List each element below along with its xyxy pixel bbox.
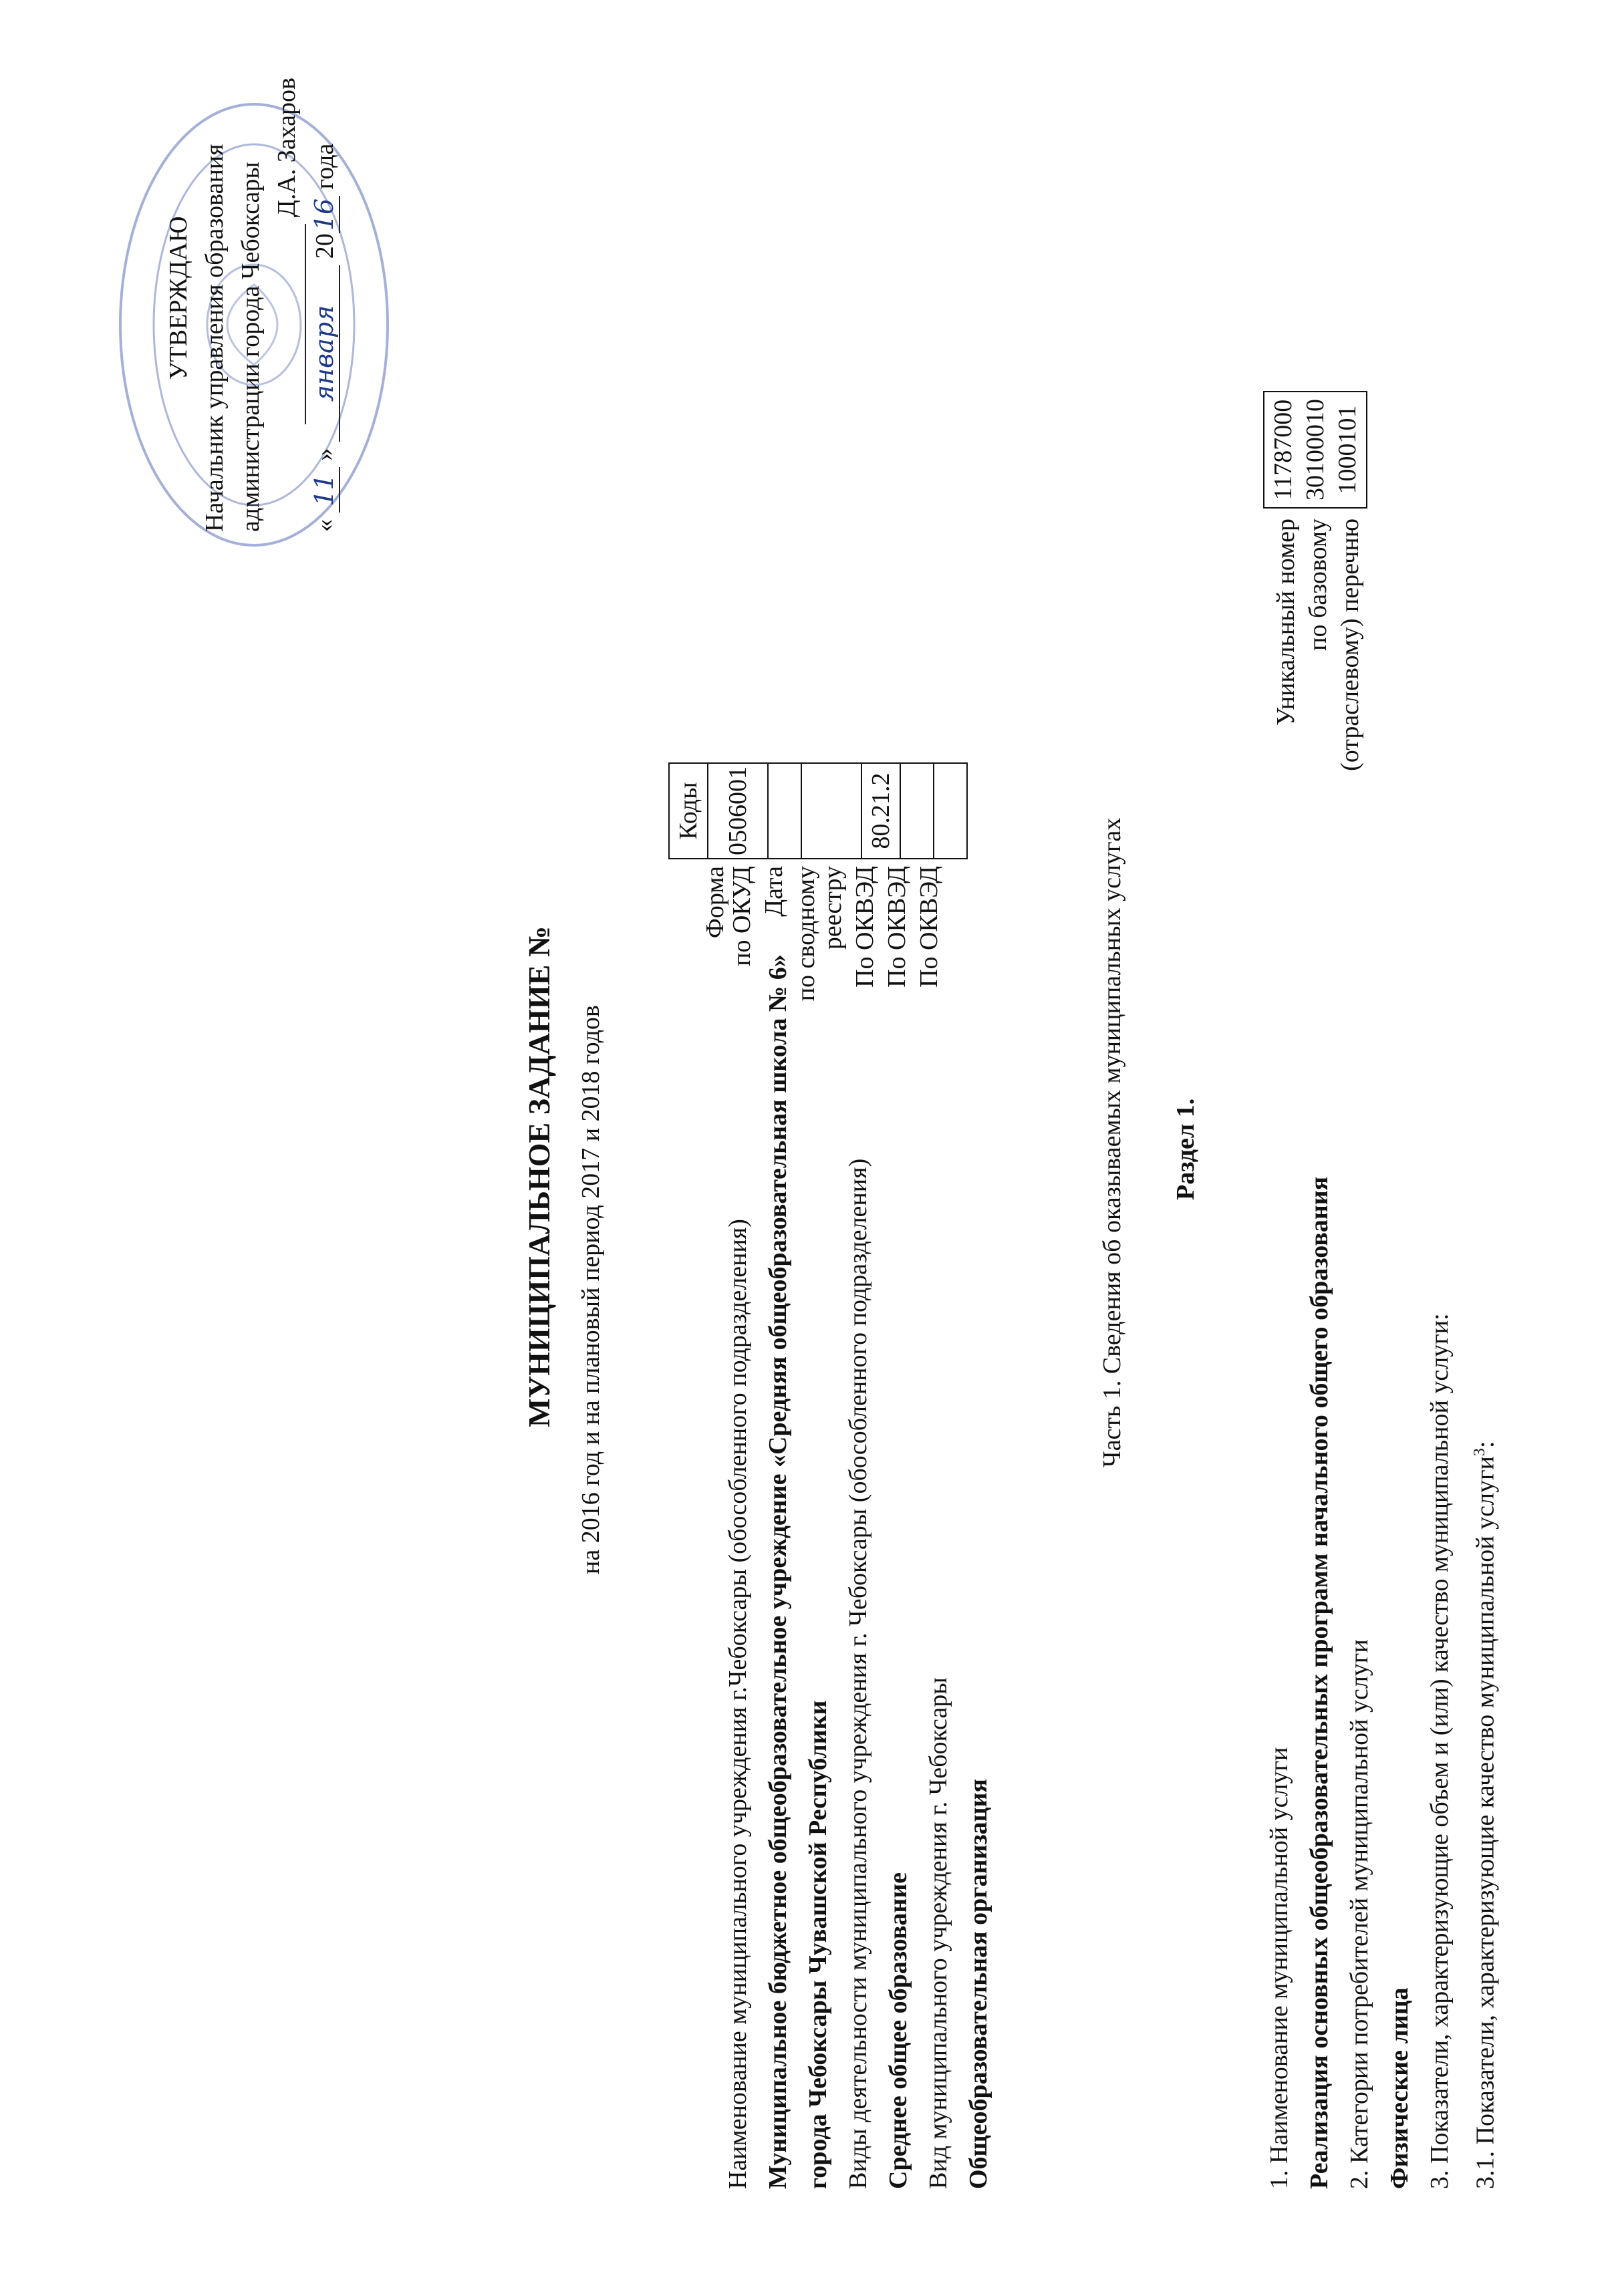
activity-value: Среднее общее образование <box>884 1872 912 2189</box>
table-row <box>900 763 934 859</box>
codes-cell-okved-2 <box>900 763 934 859</box>
unique-number-value-2: 30100010 <box>1301 399 1329 500</box>
codes-header-cell: Коды <box>669 763 708 859</box>
approval-signature-name: Д.А. Захаров <box>273 78 301 218</box>
approval-date-line <box>306 64 343 532</box>
unique-number-label-1: Уникальный номер <box>1272 519 1300 726</box>
unique-number-box <box>1263 391 1367 509</box>
codes-cell-okved-3 <box>934 763 967 859</box>
date-month: января <box>309 265 340 442</box>
date-century: 20 <box>311 233 339 259</box>
codes-label-okved-2: По ОКВЭД <box>883 866 911 988</box>
table-row <box>801 763 861 859</box>
approval-position-line-2-text: администрации города Чебоксары <box>237 162 265 532</box>
codes-table <box>668 762 968 859</box>
activity-label: Виды деятельности муниципального учреждения г. Чебоксары (обособленного подразделения) <box>844 1158 872 2189</box>
approval-signature-line <box>269 64 306 532</box>
date-close-quote: » <box>311 448 339 461</box>
codes-label-okud <box>702 866 761 1026</box>
codes-cell-okud: 0506001 <box>708 763 768 859</box>
unique-number-value-1: 11787000 <box>1269 399 1297 500</box>
codes-label-okud-2: по ОКУД <box>728 866 756 966</box>
table-row <box>934 763 967 859</box>
codes-label-date: Дата <box>760 866 788 917</box>
approval-heading: УТВЕРЖДАЮ <box>164 216 192 380</box>
quality-indicators-label <box>1464 1441 1502 2189</box>
codes-labels <box>668 866 948 1026</box>
table-row <box>708 763 768 859</box>
consumer-category-label: 2. Категории потребителей муниципальной услуги <box>1345 1639 1373 2189</box>
institution-name-label: Наименование муниципального учреждения г.Чебоксары (обособленного подразделения) <box>724 1219 752 2189</box>
codes-cell-date <box>768 763 801 859</box>
unique-number-label-2: по базовому <box>1304 519 1332 651</box>
codes-table-header-row <box>669 763 708 859</box>
quality-indicators-text: 3.1. Показатели, характеризующие качество муниципальной услуги <box>1471 1456 1500 2189</box>
approval-position-line-2 <box>233 64 269 532</box>
date-open-quote: « <box>311 519 339 532</box>
codes-label-registry-2: реестру <box>819 866 847 950</box>
document-subtitle: на 2016 год и на плановый период 2017 и 2018 годов <box>577 1005 605 1574</box>
date-day: 11 <box>309 467 340 513</box>
codes-label-okved-3: По ОКВЭД <box>915 866 943 988</box>
codes-cell-okved-1: 80.21.2 <box>861 763 900 859</box>
document-title: МУНИЦИПАЛЬНОЕ ЗАДАНИЕ № <box>522 925 556 1427</box>
codes-label-registry-1: по сводному <box>792 866 820 1002</box>
date-suffix: года <box>311 143 339 190</box>
unique-number-value-3: 1000101 <box>1333 405 1361 494</box>
section1-heading: Раздел 1. <box>1172 1098 1200 1200</box>
institution-name-line-1: Муниципальное бюджетное общеобразовательное учреждение «Средняя общеобразовательная школа № 6» <box>764 954 792 2189</box>
unique-number-labels <box>1270 519 1366 806</box>
indicators-label: 3. Показатели, характеризующие объем и (или) качество муниципальной услуги: <box>1426 1313 1454 2189</box>
signature-underline <box>269 224 306 424</box>
date-year: 16 <box>309 196 340 233</box>
approval-block <box>160 64 343 532</box>
institution-type-label: Вид муниципального учреждения г. Чебоксары <box>924 1677 952 2189</box>
codes-label-okud-1: Форма <box>701 866 729 939</box>
part1-heading: Часть 1. Сведения об оказываемых муниципальных услугах <box>1098 817 1126 1467</box>
institution-type-value: Общеобразовательная организация <box>964 1779 992 2189</box>
approval-position-line-1: Начальник управления образования <box>200 144 229 532</box>
codes-cell-registry <box>801 763 861 859</box>
table-row <box>861 763 900 859</box>
consumer-category-value: Физические лица <box>1385 1987 1414 2189</box>
service-name-value: Реализация основных общеобразовательных программ начального общего образования <box>1305 1176 1333 2189</box>
unique-number-label-3: (отраслевому) перечню <box>1336 519 1364 771</box>
footnote-marker: 3 <box>1471 1448 1488 1457</box>
service-name-label: 1. Наименование муниципальной услуги <box>1265 1747 1293 2189</box>
institution-name-line-2: города Чебоксары Чувашской Республики <box>804 1700 832 2189</box>
codes-label-registry <box>793 866 851 1026</box>
codes-label-okved-1: По ОКВЭД <box>851 866 879 988</box>
quality-indicators-colon: : <box>1471 1441 1500 1449</box>
table-row <box>768 763 801 859</box>
